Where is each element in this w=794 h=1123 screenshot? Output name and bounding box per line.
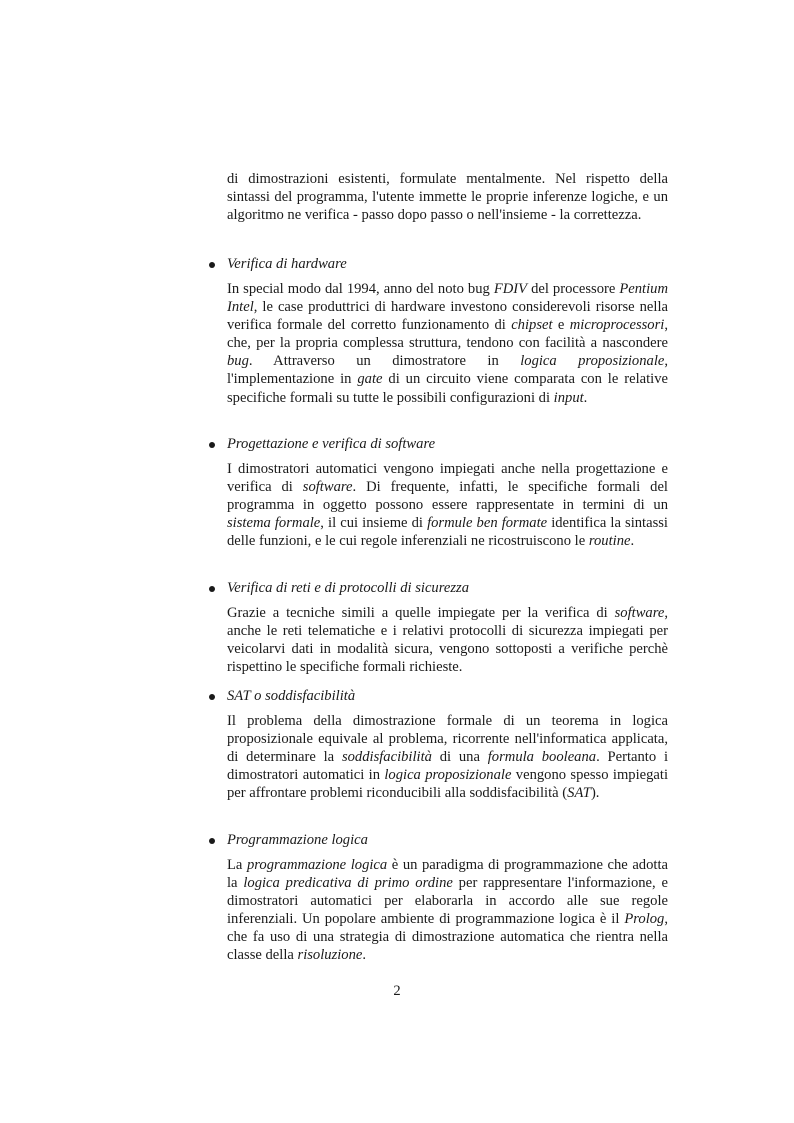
text-run: è un paradigma di programmazione che adotta la: [227, 857, 668, 892]
italic-term: soddisfacibilità: [341, 749, 432, 766]
italic-term: formula booleana: [487, 749, 597, 766]
text-run: , che fa uso di una strategia di dimostrazione automatica che rientra nella classe della: [227, 911, 668, 964]
bullet-dot: [209, 262, 215, 268]
text-run: La: [227, 857, 247, 873]
bullet-title: Verifica di reti e di protocolli di sicurezza: [227, 580, 469, 596]
text-run: . Pertanto i dimostratori automatici in: [227, 749, 668, 784]
text-run: vengono spesso impiegati per affrontare problemi riconducibili alla soddisfacibilità (: [227, 767, 669, 802]
text-run: In special modo dal 1994, anno del noto bug: [227, 281, 494, 297]
text-run: e: [552, 317, 570, 334]
text-run: .: [630, 533, 635, 550]
text-run: .: [362, 947, 367, 964]
italic-term: logica proposizionale: [520, 353, 665, 370]
bullet-body: [227, 280, 668, 407]
italic-term: software: [302, 479, 353, 496]
text-run: di una: [431, 749, 488, 766]
italic-term: routine: [588, 533, 631, 550]
italic-term: software: [614, 605, 665, 621]
text-run: , l'implementazione in: [227, 353, 669, 388]
bullet-title: Programmazione logica: [227, 832, 368, 848]
italic-term: bug: [227, 353, 249, 370]
text-run: , anche le reti telematiche e i relativi protocolli di sicurezza impiegati per veicolarvi dati in modalità sicura, vengono sottoposti a verifiche perchè rispettino le specifiche formali richieste.: [227, 605, 668, 676]
bullet-body: [227, 604, 668, 676]
bullet-dot: [209, 838, 215, 844]
text-run: .: [583, 389, 588, 406]
text-run: Il problema della dimostrazione formale di un teorema in logica proposizionale equivale al problema, ricorrente nell'informatica applicata, di determinare la: [227, 713, 668, 766]
bullet-body: [227, 460, 668, 550]
text-run: Grazie a tecniche simili a quelle impiegate per la verifica di: [227, 605, 615, 621]
italic-term: FDIV: [493, 281, 528, 297]
bullet-title: Progettazione e verifica di software: [227, 436, 436, 452]
italic-term: sistema formale: [227, 515, 321, 532]
text-run: di un circuito viene comparata con le relative specifiche formali su tutte le possibili configurazioni di: [227, 371, 668, 406]
italic-term: gate: [357, 371, 383, 388]
text-run: I dimostratori automatici vengono impiegati anche nella progettazione e verifica di: [227, 461, 668, 496]
italic-term: programmazione logica: [246, 857, 388, 873]
text-run: ).: [590, 785, 600, 802]
bullet-dot: [209, 586, 215, 592]
bullet-dot: [209, 694, 215, 700]
italic-term: Pentium Intel: [227, 281, 668, 316]
italic-term: input: [553, 389, 584, 406]
text-run: , che, per la propria complessa struttura, tendono con facilità a nascondere: [227, 317, 668, 352]
italic-term: formule ben formate: [427, 515, 548, 532]
italic-term: microprocessori: [569, 317, 665, 334]
text-run: . Attraverso un dimostratore in: [248, 353, 521, 370]
italic-term: risoluzione: [297, 947, 363, 964]
bullet-body: [227, 856, 668, 965]
intro-paragraph: di dimostrazioni esistenti, formulate mentalmente. Nel rispetto della sintassi del programma, l'utente immette le proprie inferenze logiche, e un algoritmo ne verifica - passo dopo passo o nell'insieme - la correttezza.: [227, 171, 668, 224]
bullet-dot: [209, 442, 215, 448]
text-run: del processore: [527, 281, 620, 297]
italic-term: SAT: [567, 785, 591, 802]
page-number: 2: [393, 983, 401, 999]
italic-term: chipset: [511, 317, 553, 334]
text-run: identifica la sintassi delle funzioni, e le cui regole inferenziali ne ricostruiscono le: [227, 515, 668, 550]
text-run: . Di frequente, infatti, le specifiche formali del programma in oggetto possono essere rappresentate in termini di un: [227, 479, 668, 514]
bullet-body: [227, 712, 668, 802]
italic-term: logica proposizionale: [384, 767, 512, 784]
italic-term: Prolog: [624, 911, 665, 928]
text-run: , le case produttrici di hardware investono considerevoli risorse nella verifica formale del corretto funzionamento di: [227, 299, 668, 334]
italic-term: logica predicativa di primo ordine: [243, 875, 453, 892]
text-run: per rappresentare l'informazione, e dimostratori automatici per elaborarla in accordo alle sue regole inferenziali. Un popolare ambiente di programmazione logica è il: [227, 875, 668, 928]
bullet-title: Verifica di hardware: [227, 256, 347, 272]
text-run: , il cui insieme di: [320, 515, 428, 532]
bullet-title: SAT o soddisfacibilità: [227, 688, 356, 704]
